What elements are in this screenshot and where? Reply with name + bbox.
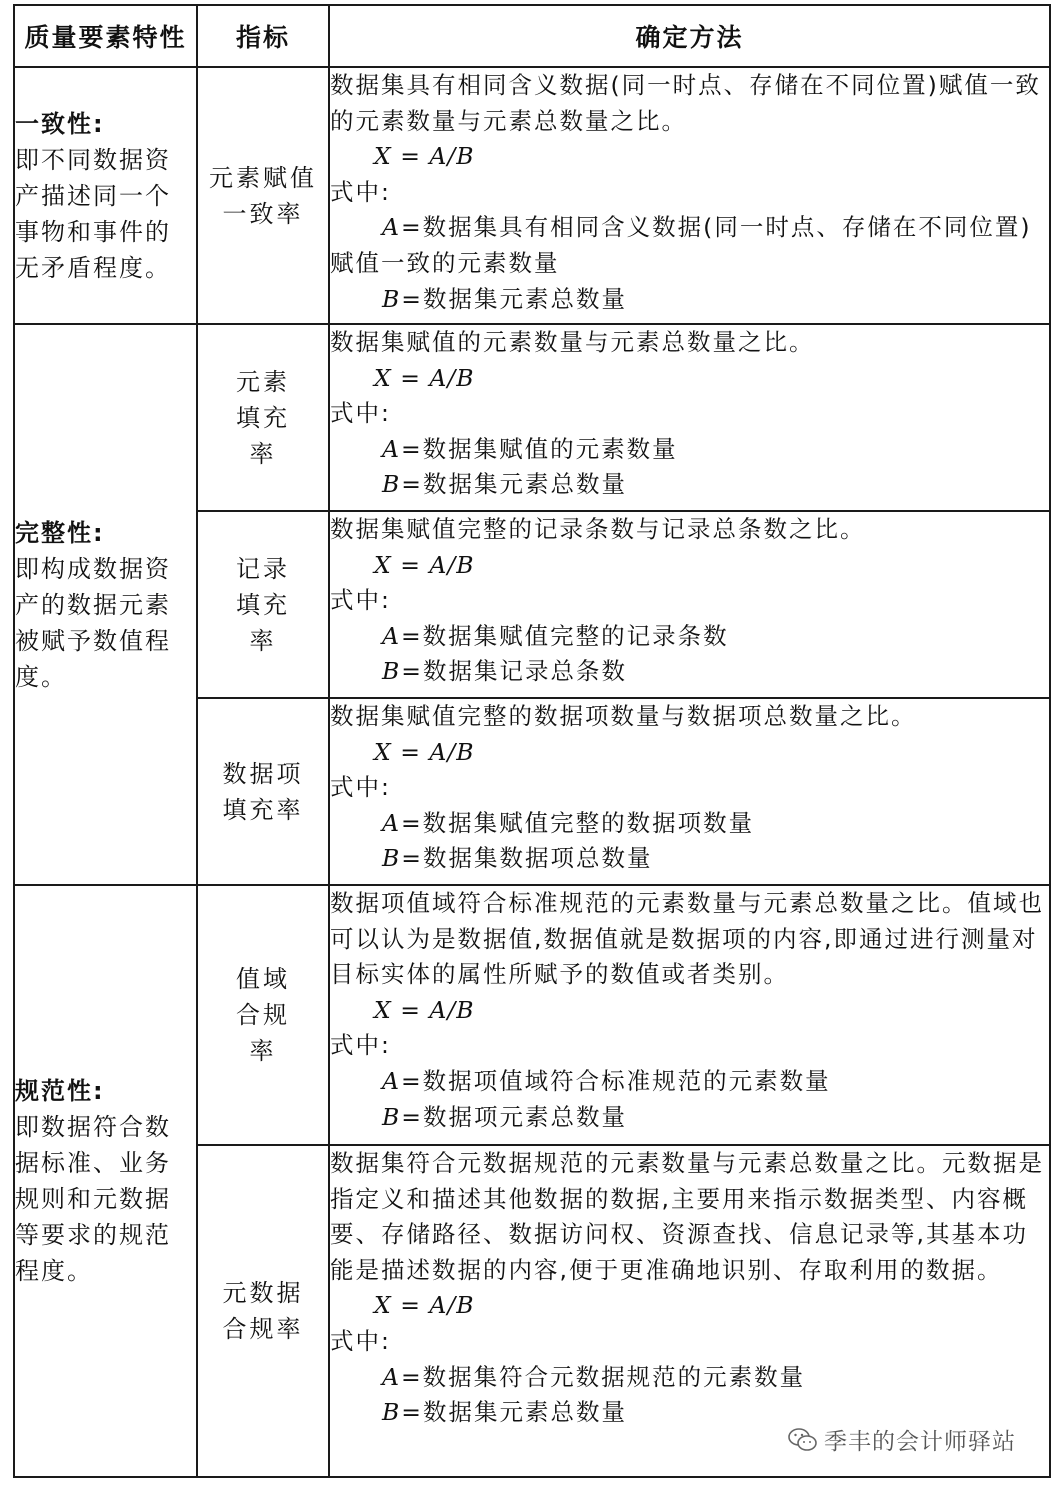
- definition-a: A=数据集赋值完整的数据项数量: [382, 808, 755, 837]
- indicator-label: 记录填充率: [236, 554, 290, 655]
- definition-b: B=数据项元素总数量: [382, 1102, 627, 1131]
- definition-a: A=数据集具有相同含义数据(同一时点、存储在不同位置)赋值一致的元素数量: [330, 213, 1032, 277]
- table-row: [14, 67, 1050, 324]
- indicator-label: 元素赋值一致率: [209, 163, 317, 228]
- formula: X = A/B: [374, 737, 475, 766]
- definition-a: A=数据集赋值完整的记录条数: [382, 621, 729, 650]
- formula: X = A/B: [374, 995, 475, 1024]
- method-description: 数据集赋值完整的数据项数量与数据项总数量之比。: [330, 702, 917, 730]
- definition-b: B=数据集元素总数量: [382, 470, 627, 499]
- definition-a: A=数据项值域符合标准规范的元素数量: [382, 1066, 831, 1095]
- formula: X = A/B: [374, 363, 475, 392]
- method-description: 数据项值域符合标准规范的元素数量与元素总数量之比。值域也可以认为是数据值,数据值就是数据项的内容,即通过进行测量对目标实体的属性所赋予的数值或者类别。: [330, 889, 1044, 989]
- where-label: 式中:: [330, 773, 391, 802]
- indicator-label: 值域合规率: [236, 965, 290, 1065]
- indicator-label: 数据项填充率: [222, 759, 304, 824]
- indicator-cell: [197, 885, 329, 1145]
- definition-b: B=数据集数据项总数量: [382, 844, 653, 873]
- quality-indicator-table: [13, 4, 1051, 1478]
- definition-b: B=数据集记录总条数: [382, 657, 627, 686]
- indicator-cell: [197, 67, 329, 324]
- formula: X = A/B: [374, 1291, 475, 1320]
- method-description: 数据集具有相同含义数据(同一时点、存储在不同位置)赋值一致的元素数量与元素总数量之比。: [330, 71, 1041, 135]
- definition-b: B=数据集元素总数量: [382, 1398, 627, 1427]
- watermark: [788, 1423, 1016, 1456]
- method-description: 数据集赋值的元素数量与元素总数量之比。: [330, 328, 815, 356]
- definition-b: B=数据集元素总数量: [382, 284, 627, 313]
- wechat-icon: [788, 1427, 818, 1453]
- indicator-label: 元素填充率: [236, 367, 290, 468]
- where-label: 式中:: [330, 1031, 391, 1060]
- header-method: 确定方法: [329, 5, 1050, 67]
- definition-a: A=数据集赋值的元素数量: [382, 434, 678, 463]
- table-row: [14, 324, 1050, 511]
- formula: X = A/B: [374, 550, 475, 579]
- indicator-label: 元数据合规率: [222, 1279, 304, 1343]
- method-cell: [329, 698, 1050, 885]
- where-label: 式中:: [330, 177, 391, 206]
- formula: X = A/B: [374, 142, 475, 171]
- where-label: 式中:: [330, 1326, 391, 1355]
- header-row: [14, 5, 1050, 67]
- attribute-desc: 即不同数据资产描述同一个事物和事件的无矛盾程度。: [15, 145, 171, 282]
- attribute-completeness: [14, 324, 197, 885]
- indicator-cell: [197, 1145, 329, 1477]
- indicator-cell: [197, 698, 329, 885]
- attribute-consistency: [14, 67, 197, 324]
- attribute-normativity: [14, 885, 197, 1477]
- attribute-title: 规范性:: [15, 1077, 105, 1105]
- watermark-text: 季丰的会计师驿站: [824, 1429, 1016, 1455]
- method-description: 数据集符合元数据规范的元素数量与元素总数量之比。元数据是指定义和描述其他数据的数据,主要用来指示数据类型、内容概要、存储路径、数据访问权、资源查找、信息记录等,其基本功能是描述数据的内容,便于更准确地识别、存取利用的数据。: [330, 1149, 1044, 1284]
- method-cell: [329, 511, 1050, 698]
- header-attribute: 质量要素特性: [14, 5, 197, 67]
- attribute-title: 一致性:: [15, 109, 105, 138]
- method-cell: [329, 324, 1050, 511]
- attribute-title: 完整性:: [15, 518, 105, 547]
- where-label: 式中:: [330, 399, 391, 428]
- attribute-desc: 即数据符合数据标准、业务规则和元数据等要求的规范程度。: [15, 1113, 171, 1285]
- table-row: [14, 885, 1050, 1145]
- header-indicator: 指标: [197, 5, 329, 67]
- where-label: 式中:: [330, 586, 391, 615]
- method-cell: [329, 885, 1050, 1145]
- indicator-cell: [197, 324, 329, 511]
- method-cell: [329, 67, 1050, 324]
- definition-a: A=数据集符合元数据规范的元素数量: [382, 1362, 806, 1391]
- method-description: 数据集赋值完整的记录条数与记录总条数之比。: [330, 515, 866, 543]
- indicator-cell: [197, 511, 329, 698]
- attribute-desc: 即构成数据资产的数据元素被赋予数值程度。: [15, 554, 171, 691]
